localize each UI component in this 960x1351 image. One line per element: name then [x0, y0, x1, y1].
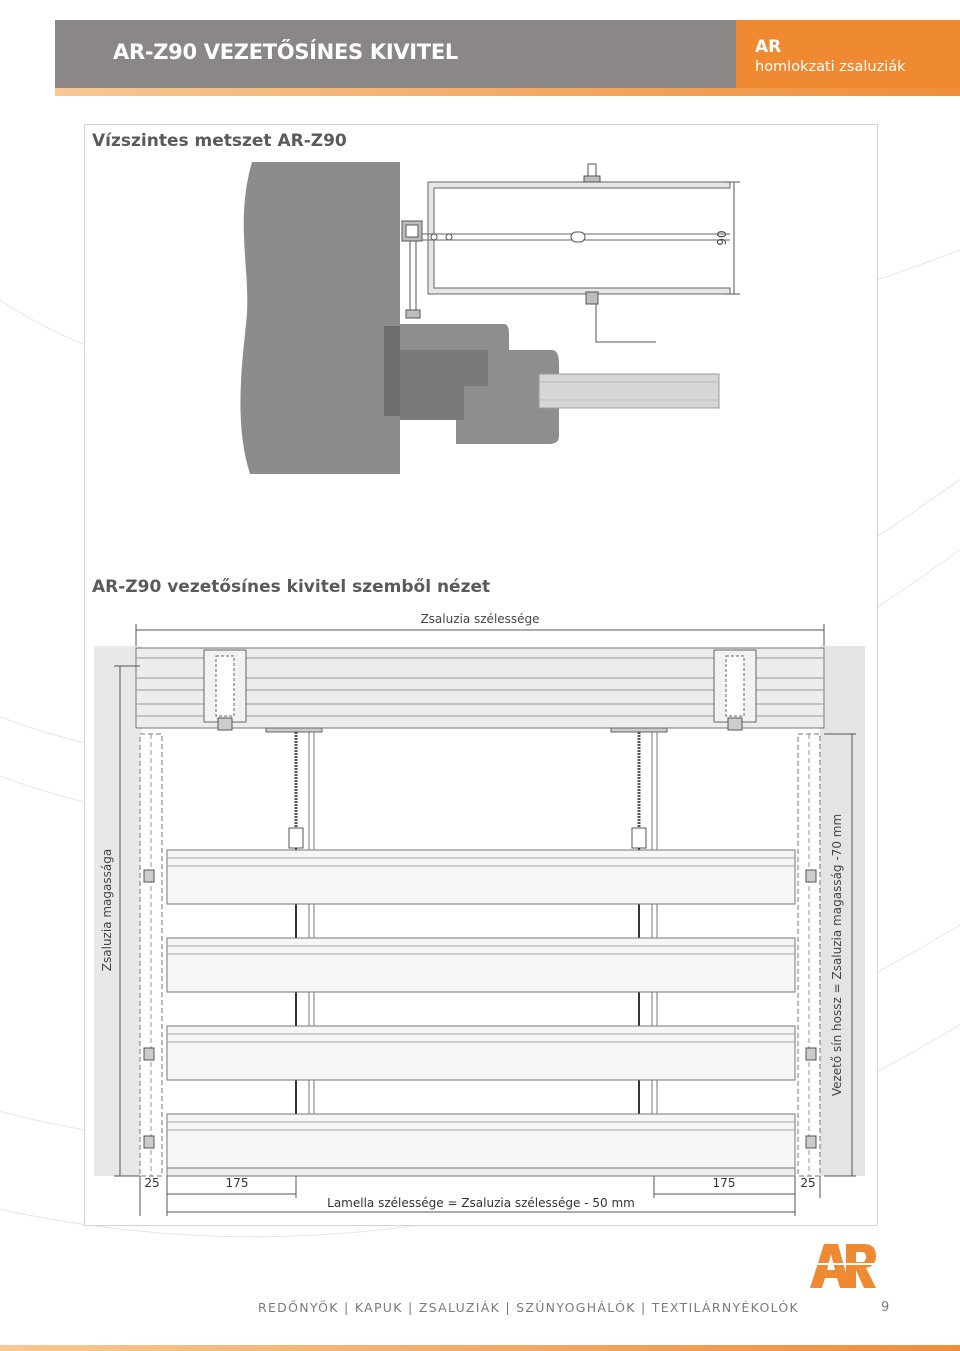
footer-accent-strip	[0, 1345, 960, 1351]
page-number: 9	[881, 1300, 890, 1315]
dim-left-edge: 25	[144, 1176, 160, 1190]
height-label: Zsaluzia magassága	[100, 848, 114, 972]
lamella-group	[167, 850, 795, 1168]
section-title-front-view: AR-Z90 vezetősínes kivitel szemből nézet	[92, 577, 491, 597]
front-view-drawing	[84, 600, 876, 1224]
glass-pane	[539, 374, 719, 408]
brand-subtitle: homlokzati zsaluziák	[755, 59, 906, 75]
section-title-cross-section: Vízszintes metszet AR-Z90	[92, 131, 347, 151]
window-frame	[384, 326, 402, 416]
footer-tagline: REDŐNYÖK | KAPUK | ZSALUZIÁK | SZÚNYOGHÁLÓK | TEXTILÁRNYÉKOLÓK	[258, 1300, 800, 1315]
header-accent-strip	[55, 88, 960, 96]
width-label: Zsaluzia szélessége	[420, 612, 540, 626]
dimension-90-label: 90	[715, 230, 729, 246]
lamella-width-label: Lamella szélessége = Zsaluzia szélessége - 50 mm	[327, 1196, 635, 1210]
brand-name: AR	[755, 37, 782, 57]
rail-length-label: Vezető sín hossz = Zsaluzia magasság -70 mm	[830, 813, 844, 1097]
document-title: AR-Z90 VEZETŐSÍNES KIVITEL	[113, 40, 458, 64]
cross-section-drawing	[84, 124, 876, 524]
ar-logo	[808, 1240, 878, 1290]
dim-right-inner: 175	[712, 1176, 736, 1190]
dim-left-inner: 175	[225, 1176, 249, 1190]
dim-right-edge: 25	[800, 1176, 816, 1190]
wall-shape	[240, 162, 400, 474]
